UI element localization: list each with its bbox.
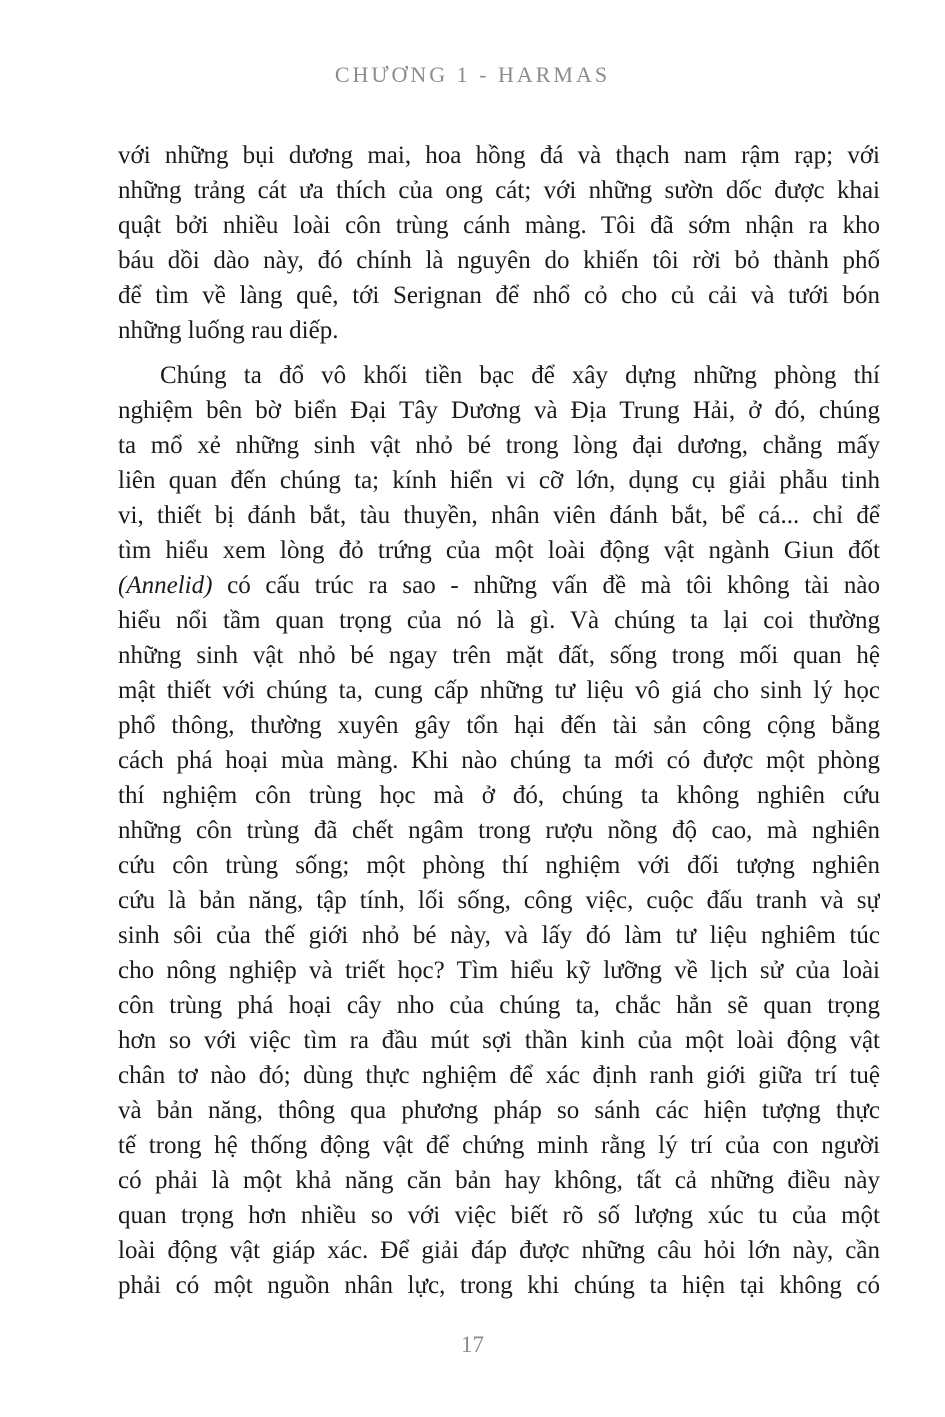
plain-text: với những bụi dương mai, hoa hồng đá và thạch nam rậm rạp; với (118, 142, 880, 169)
plain-text: hơn so với việc tìm ra đầu mút sợi thần kinh của một loài động vật (118, 1027, 880, 1054)
text-line (118, 848, 880, 883)
plain-text: để tìm về làng quê, tới Serignan để nhổ cỏ cho củ cải và tưới bón (118, 282, 880, 309)
italic-text: (Annelid) (118, 572, 213, 599)
plain-text: nghiệm bên bờ biển Đại Tây Dương và Địa Trung Hải, ở đó, chúng (118, 397, 880, 424)
plain-text: có phải là một khả năng căn bản hay không, tất cả những điều này (118, 1167, 880, 1194)
text-line (118, 138, 880, 173)
text-line (118, 778, 880, 813)
plain-text: và bản năng, thông qua phương pháp so sánh các hiện tượng thực (118, 1097, 880, 1124)
text-line (118, 498, 880, 533)
plain-text: loài động vật giáp xác. Để giải đáp được những câu hỏi lớn này, cần (118, 1237, 880, 1264)
text-line (118, 603, 880, 638)
paragraph (118, 138, 880, 348)
plain-text: vi, thiết bị đánh bắt, tàu thuyền, nhân viên đánh bắt, bể cá... chỉ để (118, 502, 880, 529)
text-line (118, 1268, 880, 1303)
text-line (118, 568, 880, 603)
plain-text: phổ thông, thường xuyên gây tổn hại đến tài sản công cộng bằng (118, 712, 880, 739)
text-line (118, 208, 880, 243)
text-line (118, 743, 880, 778)
text-line (118, 883, 880, 918)
plain-text: côn trùng phá hoại cây nho của chúng ta, chắc hẳn sẽ quan trọng (118, 992, 880, 1019)
text-line (118, 358, 880, 393)
plain-text: liên quan đến chúng ta; kính hiển vi cỡ lớn, dụng cụ giải phẫu tinh (118, 467, 880, 494)
plain-text: phải có một nguồn nhân lực, trong khi chúng ta hiện tại không có (118, 1272, 880, 1299)
text-line (118, 638, 880, 673)
plain-text: Chúng ta đổ vô khối tiền bạc để xây dựng những phòng thí (160, 362, 880, 389)
plain-text: cho nông nghiệp và triết học? Tìm hiểu kỹ lưỡng về lịch sử của loài (118, 957, 880, 984)
text-line (118, 1093, 880, 1128)
plain-text: những luống rau diếp. (118, 317, 339, 344)
text-line (118, 173, 880, 208)
text-line (118, 813, 880, 848)
plain-text: có cấu trúc ra sao - những vấn đề mà tôi không tài nào (212, 572, 880, 599)
plain-text: mật thiết với chúng ta, cung cấp những tư liệu vô giá cho sinh lý học (118, 677, 880, 704)
plain-text: những sinh vật nhỏ bé ngay trên mặt đất, sống trong mối quan hệ (118, 642, 880, 669)
text-line (118, 1128, 880, 1163)
plain-text: quan trọng hơn nhiều so với việc biết rõ số lượng xúc tu của một (118, 1202, 880, 1229)
text-line (118, 1058, 880, 1093)
plain-text: những côn trùng đã chết ngâm trong rượu nồng độ cao, mà nghiên (118, 817, 880, 844)
plain-text: sinh sôi của thế giới nhỏ bé này, và lấy đó làm tư liệu nghiêm túc (118, 922, 880, 949)
text-line (118, 243, 880, 278)
text-line (118, 1198, 880, 1233)
page-number: 17 (461, 1332, 484, 1357)
text-line (118, 1233, 880, 1268)
plain-text: những trảng cát ưa thích của ong cát; với những sườn dốc được khai (118, 177, 880, 204)
text-line (118, 533, 880, 568)
plain-text: báu dồi dào này, đó chính là nguyên do khiến tôi rời bỏ thành phố (118, 247, 880, 274)
text-line (118, 278, 880, 313)
text-block (118, 138, 880, 1303)
plain-text: hiểu nổi tầm quan trọng của nó là gì. Và chúng ta lại coi thường (118, 607, 880, 634)
text-line (118, 428, 880, 463)
text-line (118, 918, 880, 953)
plain-text: chân tơ nào đó; dùng thực nghiệm để xác định ranh giới giữa trí tuệ (118, 1062, 880, 1089)
plain-text: cứu côn trùng sống; một phòng thí nghiệm với đối tượng nghiên (118, 852, 880, 879)
plain-text: tìm hiểu xem lòng đỏ trứng của một loài động vật ngành Giun đốt (118, 537, 880, 564)
plain-text: thí nghiệm côn trùng học mà ở đó, chúng ta không nghiên cứu (118, 782, 880, 809)
text-line (118, 953, 880, 988)
plain-text: cứu là bản năng, tập tính, lối sống, công việc, cuộc đấu tranh và sự (118, 887, 880, 914)
text-line (118, 708, 880, 743)
paragraph (118, 358, 880, 1303)
text-line (118, 393, 880, 428)
plain-text: cách phá hoại mùa màng. Khi nào chúng ta mới có được một phòng (118, 747, 880, 774)
plain-text: tế trong hệ thống động vật để chứng minh rằng lý trí của con người (118, 1132, 880, 1159)
text-line (118, 313, 880, 348)
chapter-header: CHƯƠNG 1 - HARMAS (334, 62, 611, 87)
text-line (118, 1023, 880, 1058)
text-line (118, 988, 880, 1023)
text-line (118, 673, 880, 708)
text-line (118, 1163, 880, 1198)
plain-text: quật bởi nhiều loài côn trùng cánh màng. Tôi đã sớm nhận ra kho (118, 212, 880, 239)
plain-text: ta mổ xẻ những sinh vật nhỏ bé trong lòng đại dương, chẳng mấy (118, 432, 880, 459)
text-line (118, 463, 880, 498)
